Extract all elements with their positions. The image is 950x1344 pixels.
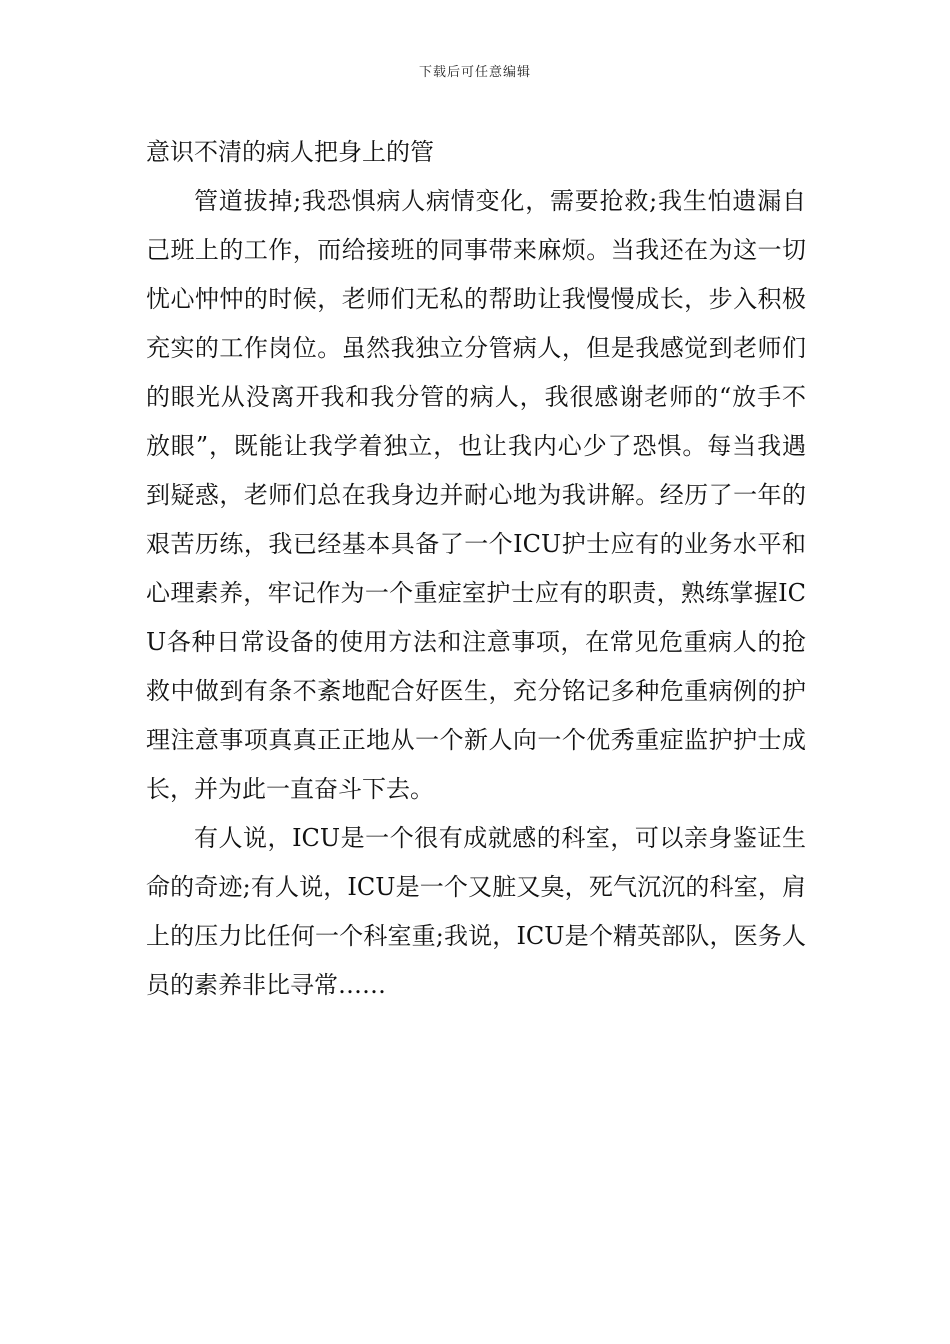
paragraph: 有人说，ICU是一个很有成就感的科室，可以亲身鉴证生命的奇迹;有人说，ICU是一个又脏又臭，死气沉沉的科室，肩上的压力比任何一个科室重;我说，ICU是个精英部队，医务人员的素养非比寻常…… [146,824,806,999]
paragraph: 管道拔掉;我恐惧病人病情变化，需要抢救;我生怕遗漏自己班上的工作，而给接班的同事带来麻烦。当我还在为这一切忧心忡忡的时候，老师们无私的帮助让我慢慢成长，步入积极充实的工作岗位。虽然我独立分管病人，但是我感觉到老师们的眼光从没离开我和我分管的病人，我很感谢老师的“放手不放眼”，既能让我学着独立，也让我内心少了恐惧。每当我遇到疑惑，老师们总在我身边并耐心地为我讲解。经历了一年的艰苦历练，我已经基本具备了一个ICU护士应有的业务水平和心理素养，牢记作为一个重症室护士应有的职责，熟练掌握ICU各种日常设备的使用方法和注意事项，在常见危重病人的抢救中做到有条不紊地配合好医生，充分铭记多种危重病例的护理注意事项真真正正地从一个新人向一个优秀重症监护护士成长，并为此一直奋斗下去。 [146,187,806,803]
document-body [146,128,806,1010]
paragraph-fragment: 意识不清的病人把身上的管 [146,138,434,166]
page-header: 下载后可任意编辑 [418,65,531,80]
